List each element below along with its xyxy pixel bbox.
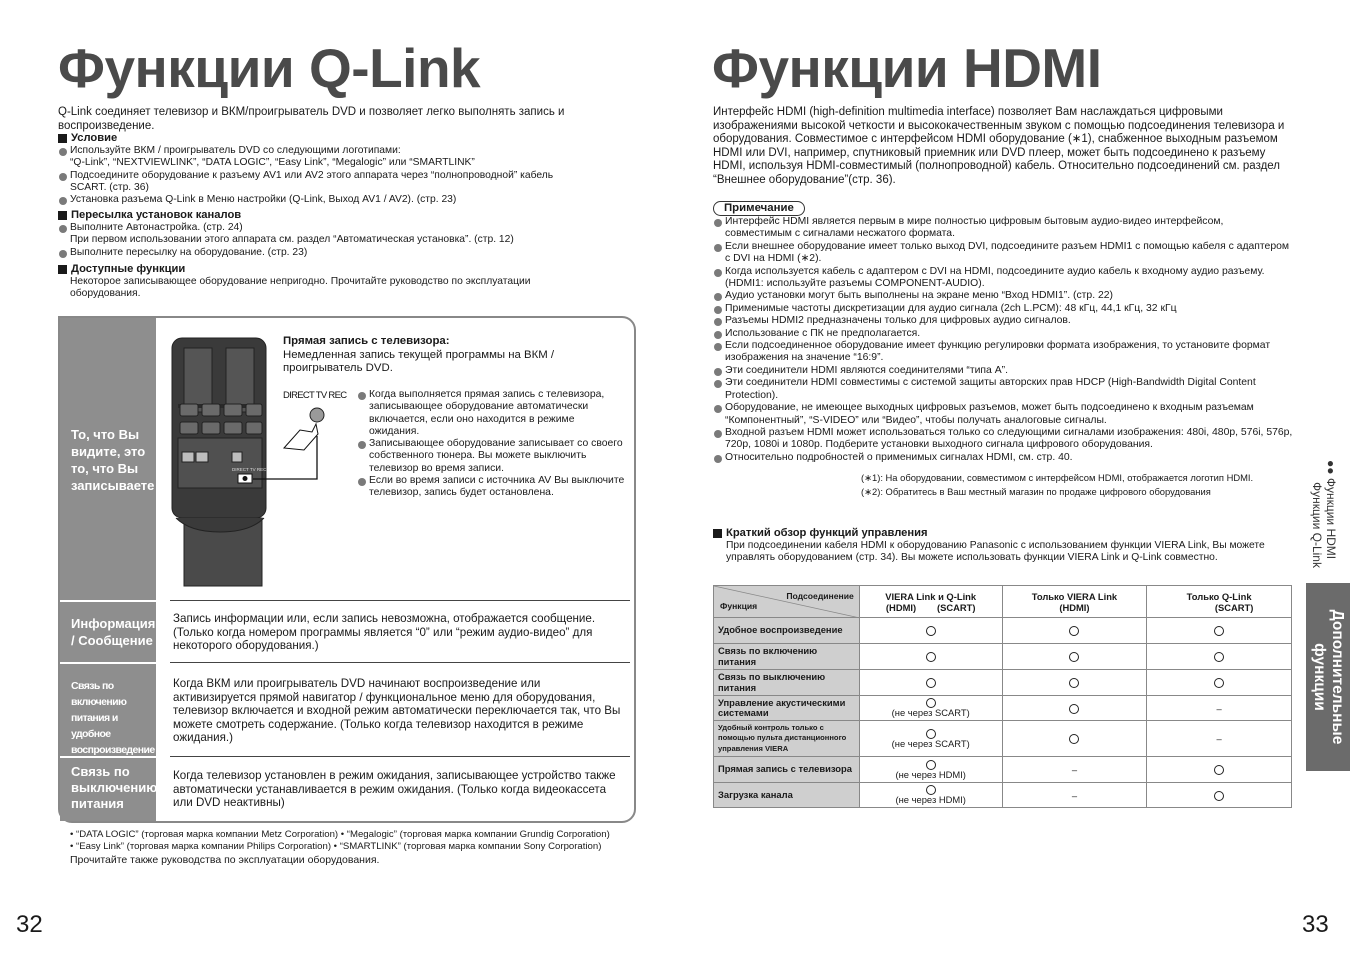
cell-viera-only <box>1002 757 1147 783</box>
note-item: Использование с ПК не предполагается. <box>713 328 1293 340</box>
corner-bottom-label: Функция <box>720 601 758 611</box>
function-name-cell: Прямая запись с телевизора <box>714 757 860 783</box>
trademark-footnotes <box>70 829 645 866</box>
side-tab-line1: ●● Функции HDMI <box>1324 460 1338 560</box>
overview-text: При подсоединении кабеля HDMI к оборудованию Panasonic с использованием функции VIERA Link, Вы можете управлять оборудованием (стр. 34). Вы можете использовать функции VIERA Link и Q-Link совместно. <box>726 540 1265 564</box>
table-row <box>714 721 1292 757</box>
note-item: Когда используется кабель с адаптером с DVI на HDMI, подсоедините аудио кабель к входному аудио разъему. (HDMI1: используйте разъемы COMPONENT-AUDIO). <box>713 266 1293 291</box>
cell-viera-qlink <box>859 618 1002 644</box>
cell-note: (не через SCART) <box>891 737 970 749</box>
page-title-hdmi: Функции HDMI <box>712 37 1102 99</box>
row-label-power-off-link: Связь по выключению питания <box>71 764 158 811</box>
condition-item: Установка разъема Q-Link в Меню настройки (Q-Link, Выход AV1 / AV2). (стр. 23) <box>58 194 633 206</box>
cell-qlink-only <box>1147 670 1292 696</box>
function-name-cell: Загрузка канала <box>714 783 860 808</box>
cell-viera-qlink <box>859 670 1002 696</box>
row-text-power-on-link: Когда ВКМ или проигрыватель DVD начинают воспроизведение или активизируется прямой навигатор / функциональное меню для оборудования, телевизор включается и входной режим автоматически переключается так, что Вы можете смотреть содержание. (Только когда телевизор находится в режиме ожидания.) <box>173 677 621 744</box>
note-item: Разъемы HDMI2 предназначены только для цифровых аудио сигналов. <box>713 315 1293 327</box>
page-number-left: 32 <box>16 911 43 938</box>
overview-section <box>713 527 1288 565</box>
footnote-line: • “DATA LOGIC” (торговая марка компании Metz Corporation) • “Megalogic” (торговая марка компании Grundig Corporation) <box>70 829 610 840</box>
supported-mark <box>1069 678 1079 688</box>
note-label-wrap <box>713 198 805 216</box>
side-tab-label <box>1294 460 1338 580</box>
transfer-item: Выполните пересылку на оборудование. (стр. 23) <box>58 247 633 259</box>
cell-viera-qlink <box>859 721 1002 757</box>
footnote-line: • “Easy Link” (торговая марка компании Philips Corporation) • “SMARTLINK” (торговая марка компании Sony Corporation) <box>70 841 602 853</box>
column-header-viera-qlink: VIERA Link и Q-Link (HDMI) (SCART) <box>859 586 1002 618</box>
condition-item: Используйте ВКМ / проигрыватель DVD со следующими логотипами: <box>58 145 633 157</box>
not-supported-mark: – <box>1071 789 1078 801</box>
row-label-info-message: Информация / Сообщение <box>71 616 156 648</box>
function-name-cell: Связь по выключению питания <box>714 670 860 696</box>
not-supported-mark: – <box>1216 733 1222 744</box>
supported-mark <box>1214 678 1224 688</box>
footnote-1: (∗1): На оборудовании, совместимом с интерфейсом HDMI, отображается логотип HDMI. <box>861 472 1254 483</box>
page-number-right: 33 <box>1302 911 1329 938</box>
note-item: Относительно подробностей о применимых сигналах HDMI, см. стр. 40. <box>713 452 1293 464</box>
side-tab-light <box>1294 460 1342 580</box>
direct-tv-rec-label: DIRECT TV REC <box>283 390 347 401</box>
transfer-item: При первом использовании этого аппарата см. раздел “Автоматическая установка”. (стр. 12) <box>70 234 514 246</box>
table-row <box>714 783 1292 808</box>
cell-qlink-only <box>1147 757 1292 783</box>
footnote-line: Прочитайте также руководства по эксплуатации оборудования. <box>70 853 380 866</box>
note-item: Если подсоединенное оборудование имеет функцию регулировки формата изображения, то установите формат изображения на значение “16:9”. <box>713 340 1293 365</box>
direct-rec-item: Записывающее оборудование записывает со своего собственного тюнера. Вы можете выключить телевизор во время записи. <box>357 438 625 475</box>
cell-note: (не через SCART) <box>891 707 970 719</box>
transfer-heading: Пересылка установок каналов <box>58 209 633 222</box>
cell-qlink-only <box>1147 696 1292 721</box>
cell-viera-qlink <box>859 783 1002 808</box>
cell-note: (не через HDMI) <box>895 768 966 780</box>
note-item: Входной разъем HDMI может использоваться только со следующими сигналами изображения: 480i, 480p, 576i, 576p, 720p, 1080i и 1080p. Подберите установки выходного сигнала цифрового оборудования. <box>713 427 1293 452</box>
condition-item: “Q-Link”, “NEXTVIEWLINK”, “DATA LOGIC”, “Easy Link”, “Megalogic” или “SMARTLINK” <box>70 157 475 169</box>
table-row <box>714 757 1292 783</box>
direct-rec-text: Немедленная запись текущей программы на ВКМ / проигрыватель DVD. <box>283 348 555 374</box>
supported-mark <box>1069 734 1079 744</box>
row-label-what-you-see: То, что Вы видите, это то, что Вы записываете <box>71 427 155 493</box>
qlink-functions-box <box>58 316 636 823</box>
supported-mark <box>1214 626 1224 636</box>
supported-mark <box>1214 791 1224 801</box>
direct-rec-item: Если во время записи с источника AV Вы выключите телевизор, запись будет остановлена. <box>357 475 625 500</box>
supported-mark <box>1069 652 1079 662</box>
cell-viera-qlink <box>859 696 1002 721</box>
note-item: Если внешнее оборудование имеет только выход DVI, подсоедините разъем HDMI1 с помощью кабеля с адаптером с DVI на HDMI (∗2). <box>713 241 1293 266</box>
note-item: Эти соединители HDMI являются соединителями “типа A”. <box>713 365 1293 377</box>
note-item: Аудио установки могут быть выполнены на экране меню “Вход HDMI1”. (стр. 22) <box>713 290 1293 302</box>
table-row <box>714 696 1292 721</box>
cell-qlink-only <box>1147 721 1292 757</box>
direct-rec-item: Когда выполняется прямая запись с телевизора, записывающее оборудование автоматически включается, если оно находится в режиме ожидания. <box>357 389 625 438</box>
table-header-row <box>714 586 1292 618</box>
qlink-intro: Q-Link соединяет телевизор и ВКМ/проигрыватель DVD и позволяет легко выполнять запись и воспроизведение. <box>58 106 565 132</box>
hdmi-footnotes <box>861 471 1291 499</box>
table-row <box>714 644 1292 670</box>
hdmi-intro: Интерфейс HDMI (high-definition multimedia interface) позволяет Вам наслаждаться цифровыми изображениями высокой четкости и высококачественным звуком с помощью подсоединения телевизора и оборудования. Совместимое с интерфейсом HDMI оборудование (∗1), снабженное выходным разъемом HDMI или DVI, например, спутниковый приемник или DVD плеер, может быть подсоединено к разъему HDMI, используя HDMI-совместимый (полнопроводной) кабель. Относительно подсоединений см. раздел “Внешнее оборудование”(стр. 36). <box>713 106 1285 186</box>
corner-top-label: Подсоединение <box>786 591 854 601</box>
footnote-2: (∗2): Обратитесь в Ваш местный магазин по продаже цифрового оборудования <box>861 486 1211 497</box>
cell-qlink-only <box>1147 644 1292 670</box>
note-label: Примечание <box>713 201 805 216</box>
table-row <box>714 618 1292 644</box>
condition-item: SCART. (стр. 36) <box>70 181 149 193</box>
cell-viera-only <box>1002 721 1147 757</box>
supported-mark <box>926 626 936 636</box>
direct-rec-block <box>283 335 623 376</box>
cell-viera-qlink <box>859 644 1002 670</box>
cell-viera-only <box>1002 783 1147 808</box>
overview-heading: Краткий обзор функций управления <box>713 527 1288 540</box>
cell-viera-qlink <box>859 757 1002 783</box>
cell-qlink-only <box>1147 783 1292 808</box>
direct-rec-title: Прямая запись с телевизора: <box>283 335 450 347</box>
direct-rec-list <box>357 389 625 500</box>
row-text-info-message: Запись информации или, если запись невозможна, отображается сообщение. (Только когда номером программы является “0” или “режим аудио-видео” для некоторого оборудования.) <box>173 612 596 652</box>
cell-viera-only <box>1002 644 1147 670</box>
transfer-item: Выполните Автонастройка. (стр. 24) <box>58 222 633 234</box>
cell-qlink-only <box>1147 618 1292 644</box>
side-tab-dark <box>1306 583 1350 771</box>
condition-heading: Условие <box>58 132 633 145</box>
supported-mark <box>1214 652 1224 662</box>
remote-small-label: DIRECT TV REC <box>232 467 267 472</box>
table-row <box>714 670 1292 696</box>
condition-item: Подсоедините оборудование к разъему AV1 или AV2 этого аппарата через “полнопроводной” кабель <box>58 170 633 182</box>
note-item: Эти соединители HDMI совместимы с системой защиты авторских прав HDCP (High-Bandwidth Digital Content Protection). <box>713 377 1293 402</box>
page-title-qlink: Функции Q-Link <box>58 37 481 99</box>
side-tab-line2: Функции Q-Link <box>1310 482 1324 568</box>
cell-viera-only <box>1002 618 1147 644</box>
available-heading: Доступные функции <box>58 263 598 276</box>
note-item: Применимые частоты дискретизации для аудио сигнала (2ch L.PCM): 48 кГц, 44,1 кГц, 32 кГц <box>713 303 1293 315</box>
function-name-cell: Удобный контроль только с помощью пульта дистанционного управления VIERA <box>714 721 860 757</box>
function-name-cell: Удобное воспроизведение <box>714 618 860 644</box>
hdmi-notes-list <box>713 216 1293 464</box>
available-section <box>58 263 598 301</box>
control-functions-table <box>713 585 1292 808</box>
supported-mark <box>1214 765 1224 775</box>
column-header-qlink-only: Только Q-Link (SCART) <box>1147 586 1292 618</box>
condition-section <box>58 132 633 206</box>
supported-mark <box>926 678 936 688</box>
function-name-cell: Управление акустическими системами <box>714 696 860 721</box>
cell-viera-only <box>1002 670 1147 696</box>
transfer-section <box>58 209 633 259</box>
supported-mark <box>926 652 936 662</box>
supported-mark <box>1069 704 1079 714</box>
note-item: Интерфейс HDMI является первым в мире полностью цифровым бытовым аудио-видео интерфейсом, совместимым с сигналами несжатого формата. <box>713 216 1293 241</box>
row-text-power-off-link: Когда телевизор установлен в режим ожидания, записывающее устройство также автоматически устанавливается в режим ожидания. (Только когда видеокассета или DVD неактивны) <box>173 769 616 809</box>
note-item: Оборудование, не имеющее выходных цифровых разъемов, может быть подсоединено к входным разъемам “Компонентный”, “S-VIDEO” или “Видео”, чтобы получать аналоговые сигналы. <box>713 402 1293 427</box>
not-supported-mark: – <box>1071 764 1078 775</box>
function-name-cell: Связь по включению питания <box>714 644 860 670</box>
available-text: Некоторое записывающее оборудование непригодно. Прочитайте руководство по эксплуатации оборудования. <box>70 276 531 300</box>
row-label-power-on-link: Связь по включению питания и удобное воспроизведение <box>71 680 155 756</box>
cell-note: (не через HDMI) <box>895 794 966 806</box>
side-tab-dark-label: Дополнительные функции <box>1311 609 1346 745</box>
supported-mark <box>1069 626 1079 636</box>
table-corner-cell <box>714 586 860 618</box>
cell-viera-only <box>1002 696 1147 721</box>
not-supported-mark: – <box>1216 702 1222 714</box>
column-header-viera-only: Только VIERA Link (HDMI) <box>1002 586 1147 618</box>
